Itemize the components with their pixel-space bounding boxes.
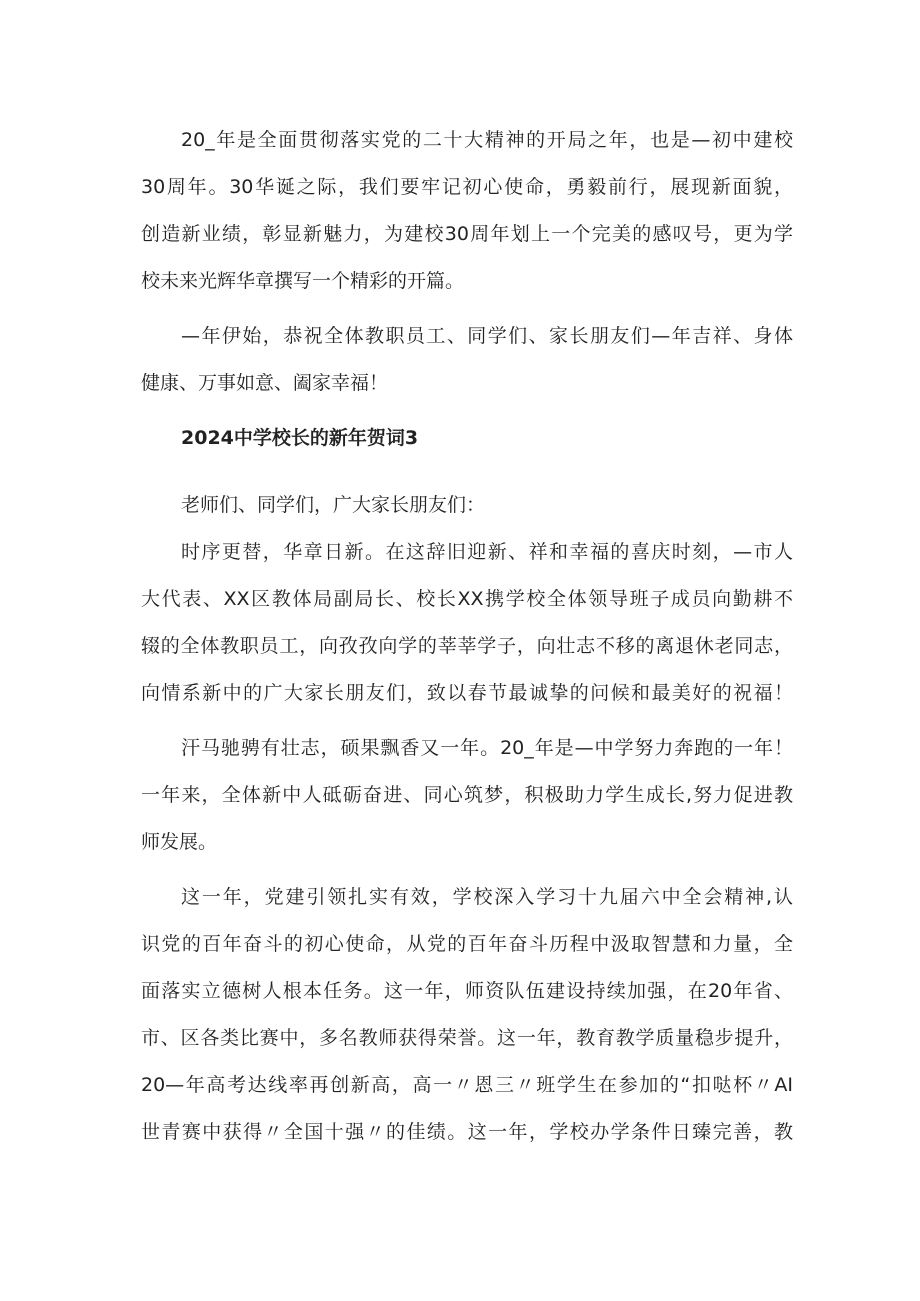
text-line: 创造新业绩，彰显新魅力，为建校30周年划上一个完美的感叹号，更为学 bbox=[141, 223, 793, 245]
text-line: —年伊始，恭祝全体教职员工、同学们、家长朋友们—年吉祥、身体 bbox=[181, 325, 793, 347]
text-line: 世青赛中获得〃全国十强〃的佳绩。这一年，学校办学条件日臻完善，教 bbox=[141, 1121, 793, 1143]
text-line: 这一年，党建引领扎实有效，学校深入学习十九届六中全会精神,认 bbox=[181, 886, 793, 908]
paragraph-5 bbox=[141, 874, 793, 1156]
text-line: 健康、万事如意、阖家幸福！ bbox=[141, 372, 389, 394]
text-line: 辍的全体教职员工，向孜孜向学的莘莘学子，向壮志不移的离退休老同志， bbox=[141, 635, 793, 657]
paragraph-2 bbox=[141, 313, 793, 407]
text-line: 时序更替，华章日新。在这辞旧迎新、祥和幸福的喜庆时刻，—市人 bbox=[181, 541, 793, 563]
text-line: 校未来光辉华章撰写一个精彩的开篇。 bbox=[141, 270, 465, 292]
text-line: 20—年高考达线率再创新高，高一〃恩三〃班学生在参加的“扣哒杯〃AI bbox=[141, 1074, 793, 1096]
salutation: 老师们、同学们，广大家长朋友们： bbox=[181, 494, 486, 516]
paragraph-3 bbox=[141, 529, 793, 717]
text-line: 20_年是全面贯彻落实党的二十大精神的开局之年，也是—初中建校 bbox=[181, 129, 793, 151]
text-line: 市、区各类比赛中，多名教师获得荣誉。这一年，教育教学质量稳步提升， bbox=[141, 1027, 793, 1049]
text-line: 向情系新中的广大家长朋友们，致以春节最诚挚的问候和最美好的祝福！ bbox=[141, 682, 793, 704]
section-heading: 2024中学校长的新年贺词3 bbox=[181, 427, 419, 449]
text-line: 识党的百年奋斗的初心使命，从党的百年奋斗历程中汲取智慧和力量，全 bbox=[141, 933, 793, 955]
text-line: 一年来，全体新中人砥砺奋进、同心筑梦，积极助力学生成长,努力促进教 bbox=[141, 784, 793, 806]
text-line: 汗马驰骋有壮志，硕果飘香又一年。20_年是—中学努力奔跑的一年！ bbox=[181, 737, 793, 759]
text-line: 面落实立德树人根本任务。这一年，师资队伍建设持续加强，在20年省、 bbox=[141, 980, 793, 1002]
text-line: 师发展。 bbox=[141, 831, 218, 853]
paragraph-4 bbox=[141, 725, 793, 866]
text-line: 大代表、XX区教体局副局长、校长XX携学校全体领导班子成员向勤耕不 bbox=[141, 588, 793, 610]
paragraph-1 bbox=[141, 117, 793, 305]
document-body bbox=[141, 117, 793, 1156]
text-line: 30周年。30华诞之际，我们要牢记初心使命，勇毅前行，展现新面貌， bbox=[141, 176, 793, 198]
